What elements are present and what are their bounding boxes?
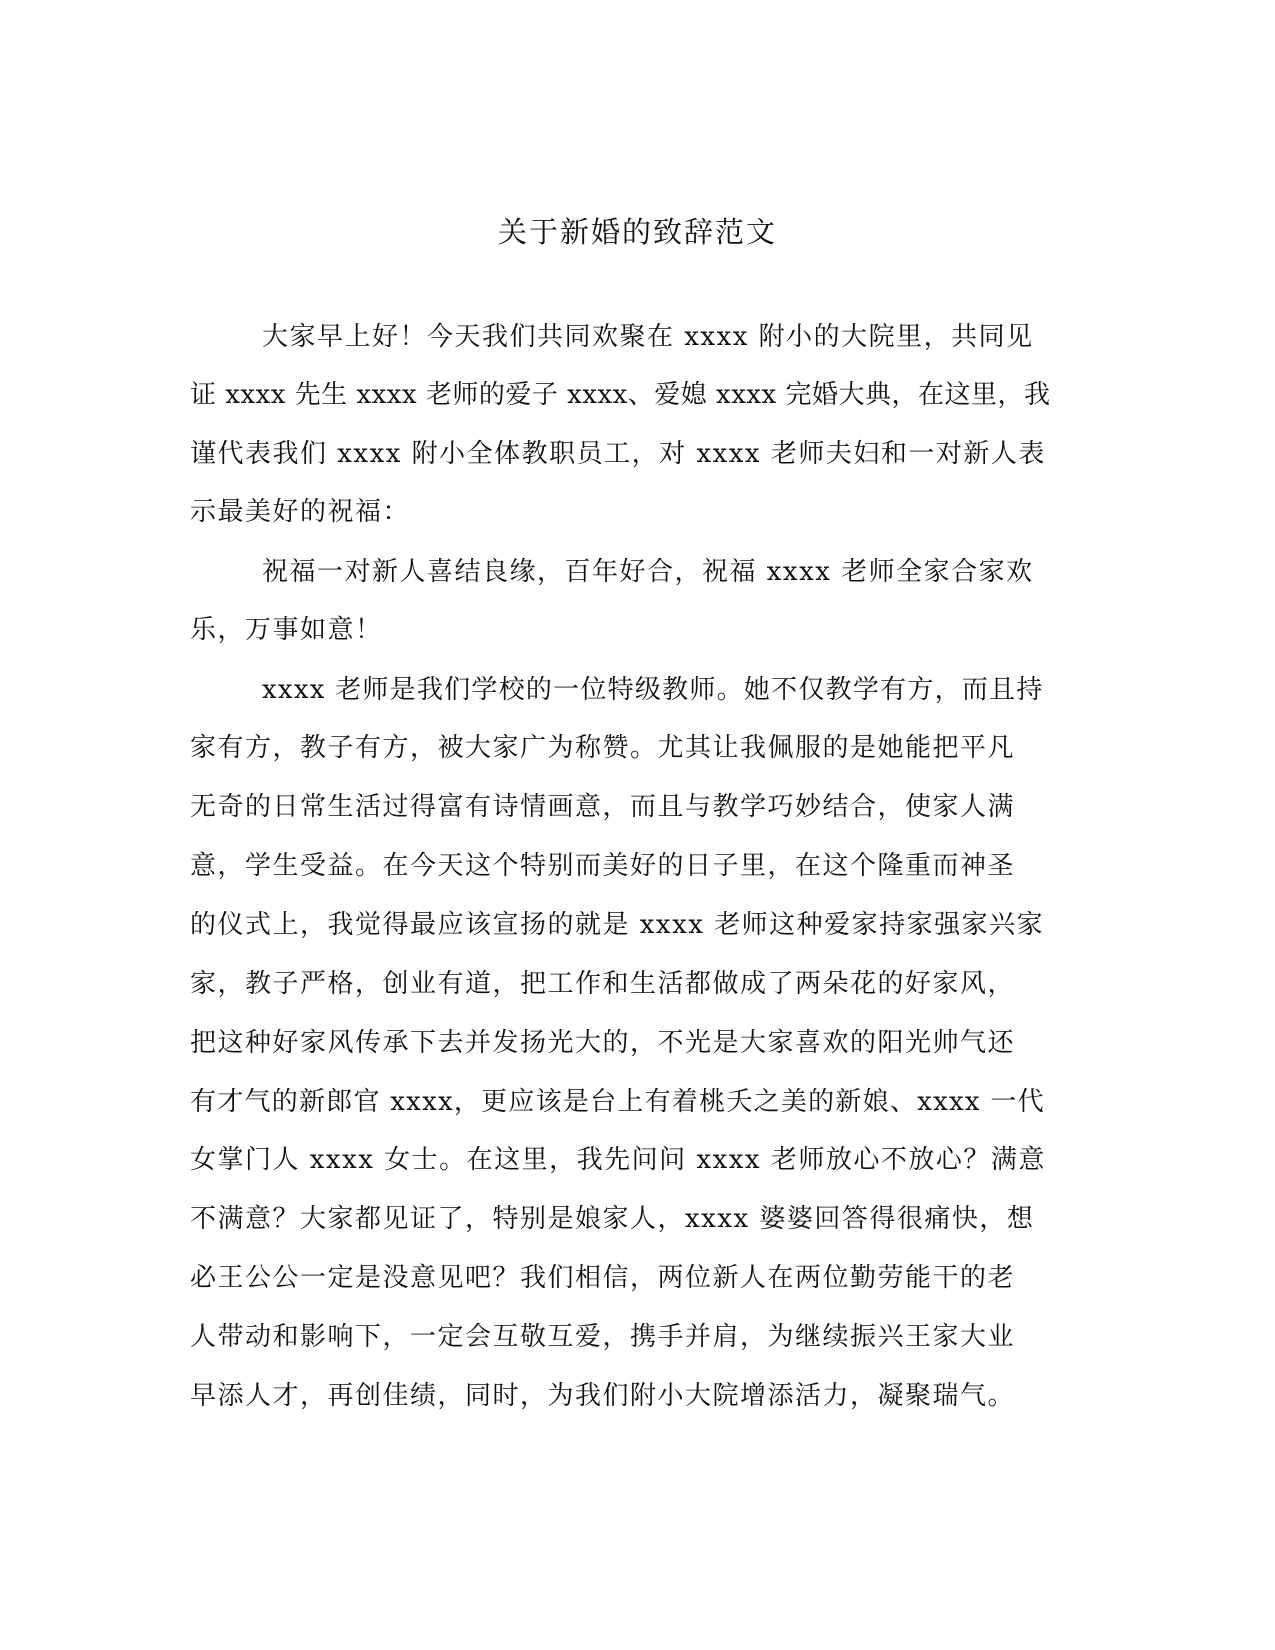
paragraph-3-line-10: 不满意？大家都见证了，特别是娘家人，xxxx 婆婆回答得很痛快，想 bbox=[190, 1204, 1035, 1234]
paragraph-3-line-12: 人带动和影响下，一定会互敬互爱，携手并肩，为继续振兴王家大业 bbox=[190, 1322, 1016, 1352]
paragraph-3-line-3: 无奇的日常生活过得富有诗情画意，而且与教学巧妙结合，使家人满 bbox=[190, 792, 1016, 822]
paragraph-3-line-9: 女掌门人 xxxx 女士。在这里，我先问问 xxxx 老师放心不放心？满意 bbox=[190, 1145, 1046, 1175]
paragraph-3-line-4: 意，学生受益。在今天这个特别而美好的日子里，在这个隆重而神圣 bbox=[190, 851, 1016, 881]
paragraph-3-line-7: 把这种好家风传承下去并发扬光大的，不光是大家喜欢的阳光帅气还 bbox=[190, 1028, 1016, 1058]
paragraph-3-line-1: xxxx 老师是我们学校的一位特级教师。她不仅教学有方，而且持 bbox=[262, 675, 1044, 705]
paragraph-3-line-13: 早添人才，再创佳绩，同时，为我们附小大院增添活力，凝聚瑞气。 bbox=[190, 1381, 1016, 1411]
paragraph-2-line-2: 乐，万事如意！ bbox=[190, 615, 383, 645]
paragraph-3-line-2: 家有方，教子有方，被大家广为称赞。尤其让我佩服的是她能把平凡 bbox=[190, 733, 1016, 763]
paragraph-1-line-4: 示最美好的祝福： bbox=[190, 497, 411, 527]
paragraph-3-line-8: 有才气的新郎官 xxxx，更应该是台上有着桃夭之美的新娘、xxxx 一代 bbox=[190, 1087, 1045, 1117]
paragraph-1-line-1: 大家早上好！今天我们共同欢聚在 xxxx 附小的大院里，共同见 bbox=[262, 322, 1034, 352]
document-title: 关于新婚的致辞范文 bbox=[497, 215, 777, 249]
paragraph-3-line-11: 必王公公一定是没意见吧？我们相信，两位新人在两位勤劳能干的老 bbox=[190, 1263, 1016, 1293]
paragraph-1-line-3: 谨代表我们 xxxx 附小全体教职员工，对 xxxx 老师夫妇和一对新人表 bbox=[190, 439, 1046, 469]
paragraph-1-line-2: 证 xxxx 先生 xxxx 老师的爱子 xxxx、爱媳 xxxx 完婚大典，在这里，我 bbox=[190, 380, 1051, 410]
paragraph-2-line-1: 祝福一对新人喜结良缘，百年好合，祝福 xxxx 老师全家合家欢 bbox=[262, 557, 1034, 587]
paragraph-3-line-5: 的仪式上，我觉得最应该宣扬的就是 xxxx 老师这种爱家持家强家兴家 bbox=[190, 910, 1045, 940]
paragraph-3-line-6: 家，教子严格，创业有道，把工作和生活都做成了两朵花的好家风， bbox=[190, 969, 1016, 999]
